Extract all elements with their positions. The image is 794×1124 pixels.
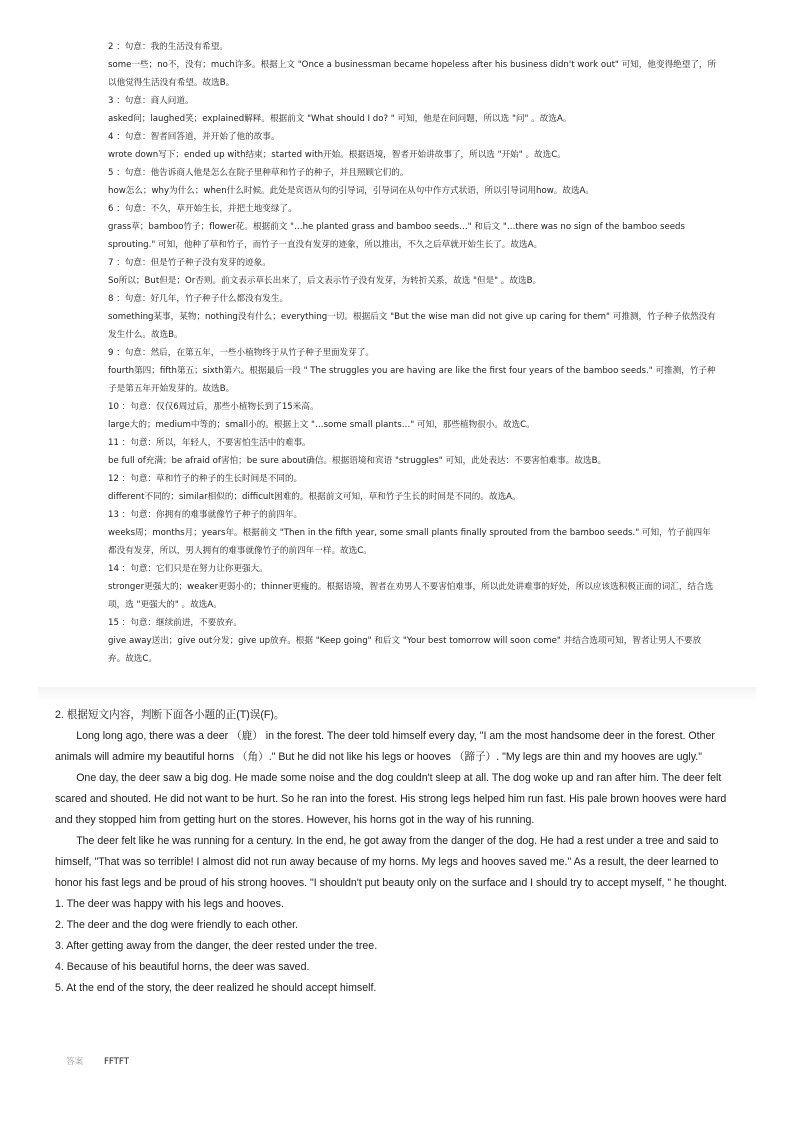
explanation-line: stronger更强大的；weaker更弱小的；thinner更瘦的。根据语境，智者在劝男人不要害怕难事，所以此处讲难事的好处，所以应该选积极正面的词汇，结合选项，选 "更强大的" 。故选A。: [108, 582, 714, 610]
explanation-line: 12 ：句意：草和竹子的种子的生长时间是不同的。: [108, 474, 303, 484]
explanation-line: 9 ：句意：然后，在第五年，一些小植物终于从竹子种子里面发芽了。: [108, 348, 375, 358]
explanation-line: asked问；laughed笑；explained解释。根据前文 "What should I do? " 可知，他是在问问题，所以选 "问" 。故选A。: [108, 114, 572, 124]
passage-paragraph: One day, the deer saw a big dog. He made some noise and the dog couldn't sleep at all. The dog woke up and ran after him. The deer felt scared and shouted. He did not want to be hurt. So he ran into the forest. His strong legs helped him run fast. His pale brown hooves were hard and they stopped him from getting hurt on the stores. However, his horns got in the way of his running.: [55, 772, 727, 826]
question-item: 3. After getting away from the danger, the deer rested under the tree.: [55, 940, 378, 952]
explanation-line: 4 ：句意：智者回答道，并开始了他的故事。: [108, 132, 280, 142]
question-heading: 2. 根据短文内容，判断下面各小题的正(T)误(F)。: [55, 709, 285, 721]
explanation-line: different不同的；similar相似的；difficult困难的。根据前文可知，草和竹子生长的时间是不同的。故选A。: [108, 492, 521, 502]
explanation-line: wrote down写下；ended up with结束；started with开始。根据语境，智者开始讲故事了，所以选 "开始" 。故选C。: [108, 150, 566, 160]
section-divider: [38, 687, 756, 701]
passage-paragraph: The deer felt like he was running for a century. In the end, he got away from the danger of the dog. He had a rest under a tree and said to himself, "That was so terrible! I almost did not run away because of my horns. My legs and hooves saved me." As a result, the deer learned to honor his fast legs and be proud of his strong hooves. "I shouldn't put beauty only on the surface and I should try to accept myself, " he thought.: [55, 835, 728, 889]
question-item: 5. At the end of the story, the deer realized he should accept himself.: [55, 982, 377, 994]
explanation-line: some一些；no不，没有；much许多。根据上文 "Once a businessman became hopeless after his business didn't work out" 可知，他变得绝望了，所以他觉得生活没有希望。故选B。: [108, 60, 717, 88]
question-item: 2. The deer and the dog were friendly to each other.: [55, 919, 299, 931]
passage-paragraph: Long long ago, there was a deer （鹿） in the forest. The deer told himself every day, "I am the most handsome deer in the forest. Other animals will admire my beautiful horns （角）." But he did not like his legs or hooves （蹄子）. "My legs are thin and my hooves are ugly.": [55, 730, 715, 763]
explanation-line: 5 ：句意：他告诉商人他是怎么在院子里种草和竹子的种子，并且照顾它们的。: [108, 168, 409, 178]
explanation-line: 8 ：句意：好几年，竹子种子什么都没有发生。: [108, 294, 289, 304]
explanation-line: 6 ：句意：不久，草开始生长，并把土地变绿了。: [108, 204, 297, 214]
answer-label: 答案: [66, 1057, 84, 1067]
explanation-line: 10 ：句意：仅仅6周过后，那些小植物长到了15米高。: [108, 402, 319, 412]
explanation-line: 15 ：句意：继续前进，不要放弃。: [108, 618, 242, 628]
explanation-line: 11 ：句意：所以，年轻人，不要害怕生活中的难事。: [108, 438, 311, 448]
answer-row: [66, 1055, 129, 1067]
question-2-section: [55, 705, 745, 999]
explanation-line: grass草；bamboo竹子；flower花。根据前文 "…he planted grass and bamboo seeds…" 和后文 "…there was no sign of the bamboo seeds sprouting." 可知，他种了草和竹子，而竹子一直没有发芽的迹象，所以推出，不久之后草就开始生长了。故选A。: [108, 222, 685, 250]
explanation-line: 13 ：句意：你拥有的难事就像竹子种子的前四年。: [108, 510, 303, 520]
explanation-line: 14 ：句意：它们只是在努力让你更强大。: [108, 564, 268, 574]
explanation-line: be full of充满；be afraid of害怕；be sure about确信。根据语境和宾语 "struggles" 可知，此处表达：不要害怕难事。故选B。: [108, 456, 607, 466]
explanations-block: [108, 38, 718, 668]
explanation-line: 2 ：句意：我的生活没有希望。: [108, 42, 228, 52]
answer-value: FFTFT: [103, 1057, 129, 1067]
question-item: 1. The deer was happy with his legs and hooves.: [55, 898, 284, 910]
explanation-line: how怎么；why为什么；when什么时候。此处是宾语从句的引导词，引导词在从句中作方式状语，所以引导词用how。故选A。: [108, 186, 595, 196]
question-item: 4. Because of his beautiful horns, the deer was saved.: [55, 961, 310, 973]
explanation-line: 7 ：句意：但是竹子种子没有发芽的迹象。: [108, 258, 271, 268]
explanation-line: 3 ：句意：商人问道。: [108, 96, 194, 106]
explanation-line: fourth第四；fifth第五；sixth第六。根据最后一段 " The struggles you are having are like the first four years of the bamboo seeds." 可推测，竹子种子是第五年开始发芽的。故选B。: [108, 366, 716, 394]
explanation-line: something某事，某物；nothing没有什么；everything一切。根据后文 "But the wise man did not give up caring for them" 可推测，竹子种子依然没有发生什么。故选B。: [108, 312, 716, 340]
explanation-line: large大的；medium中等的；small小的。根据上文 "…some small plants…" 可知，那些植物很小。故选C。: [108, 420, 535, 430]
explanation-line: So所以；But但是；Or否则。前文表示草长出来了，后文表示竹子没有发芽，为转折关系，故选 "但是" 。故选B。: [108, 276, 542, 286]
explanation-line: give away送出；give out分发；give up放弃。根据 "Keep going" 和后文 "Your best tomorrow will soon come" 并结合选项可知，智者让男人不要放弃。故选C。: [108, 636, 702, 664]
explanation-line: weeks周；months月；years年。根据前文 "Then in the fifth year, some small plants finally sprouted from the bamboo seeds." 可知，竹子前四年都没有发芽，所以，男人拥有的难事就像竹子的前四年一样。故选C。: [108, 528, 711, 556]
